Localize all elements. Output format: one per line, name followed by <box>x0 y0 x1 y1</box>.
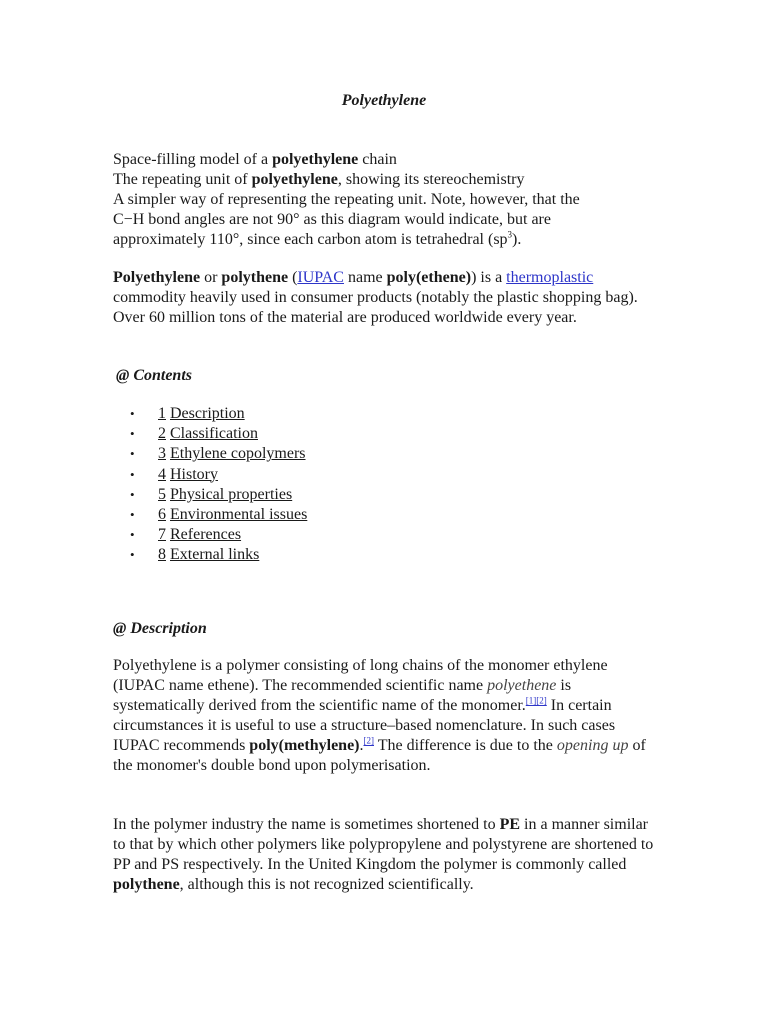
description-paragraph-2: In the polymer industry the name is sometimes shortened to PE in a manner similar to that by which other polymers like polypropylene and polystyrene are shortened to PP and PS respectively. In the United Kingdom the polymer is commonly called polythene, although this is not recognized scientifically. <box>113 816 654 893</box>
citation-link[interactable]: [2] <box>363 735 374 746</box>
citation-link[interactable]: [1][2] <box>525 695 547 706</box>
table-of-contents <box>130 404 307 566</box>
description-heading: @ Description <box>113 620 207 637</box>
toc-item-external-links[interactable]: • 8 External links <box>130 546 260 564</box>
bullet-icon: • <box>130 527 135 543</box>
caption-repeating-unit: The repeating unit of polyethylene, showing its stereochemistry <box>113 171 525 188</box>
thermoplastic-link[interactable]: thermoplastic <box>506 269 594 286</box>
image-captions <box>113 150 658 250</box>
bullet-icon: • <box>130 547 135 563</box>
contents-heading: @ Contents <box>116 367 192 384</box>
toc-item-description[interactable]: • 1 Description <box>130 405 245 422</box>
toc-item-history[interactable]: • 4 History <box>130 465 218 483</box>
bullet-icon: • <box>130 406 135 421</box>
bullet-icon: • <box>130 426 135 442</box>
toc-item-physical-properties[interactable]: • 5 Physical properties <box>130 485 293 503</box>
bullet-icon: • <box>130 506 135 522</box>
toc-item-references[interactable]: • 7 References <box>130 526 242 544</box>
caption-simpler-way: A simpler way of representing the repeating unit. Note, however, that the C−H bond angles are not 90° as this diagram would indicate, but are approximately 110°, since each carbon atom is tetrahedral $(sp^3)$. <box>113 191 580 248</box>
toc-item-classification[interactable]: • 2 Classification <box>130 425 258 443</box>
caption-space-filling: Space-filling model of a polyethylene chain <box>113 151 397 168</box>
intro-paragraph: Polyethylene or polythene (IUPAC name poly(ethene)) is a thermoplastic commodity heavily used in consumer products (notably the plastic shopping bag). Over 60 million tons of the material are produced worldwide every year. <box>113 269 638 326</box>
description-paragraph-1: Polyethylene is a polymer consisting of long chains of the monomer ethylene (IUPAC name ethene). The recommended scientific name polyethene is systematically derived from the scientific name of the monomer.[1][2] In certain circumstances it is useful to use a structure–based nomenclature. In such cases IUPAC recommends poly(methylene).[2] The difference is due to the opening up of the monomer's double bond upon polymerisation. <box>113 657 646 774</box>
iupac-link[interactable]: IUPAC <box>297 269 344 286</box>
bullet-icon: • <box>130 446 135 462</box>
page-title: Polyethylene <box>341 92 427 109</box>
bullet-icon: • <box>130 466 135 482</box>
bullet-icon: • <box>130 486 135 502</box>
toc-item-ethylene-copolymers[interactable]: • 3 Ethylene copolymers <box>130 445 306 463</box>
toc-item-environmental-issues[interactable]: • 6 Environmental issues <box>130 505 308 523</box>
